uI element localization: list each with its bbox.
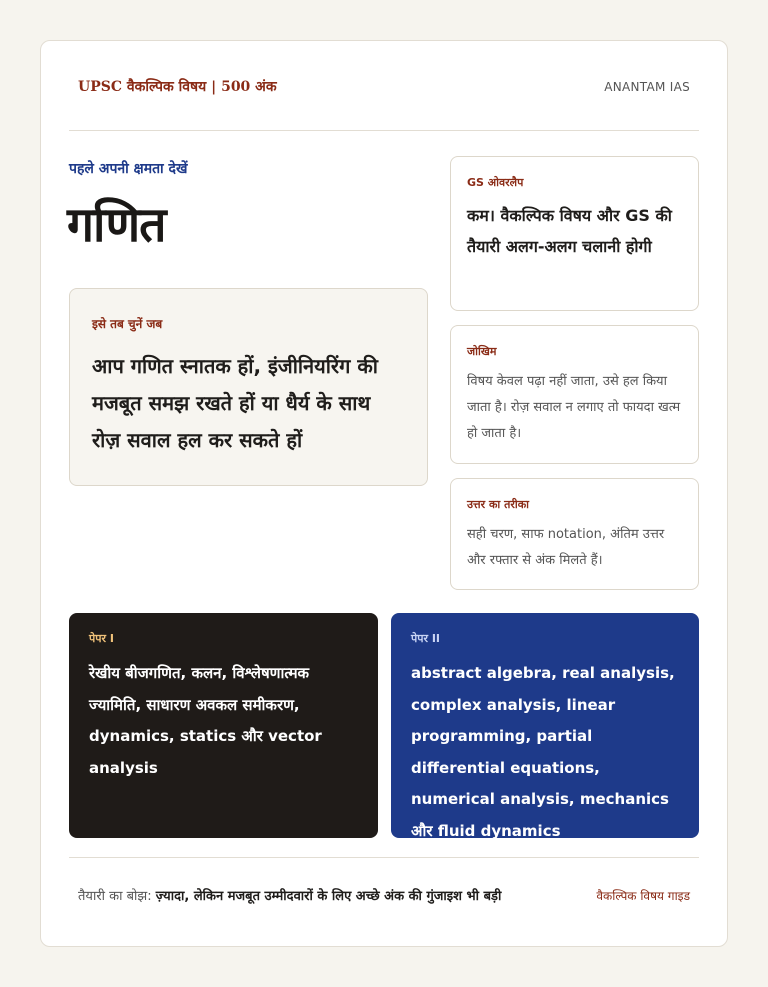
gs-overlap-box [450,156,699,311]
answer-method-box [450,478,699,590]
footer-divider [69,857,699,858]
prep-burden-prefix: तैयारी का बोझ: [78,889,156,904]
page-title: गणित [67,197,166,253]
guide-card [40,40,728,947]
paper-2-panel [391,613,699,838]
paper-1-panel [69,613,378,838]
paper-1-label: पेपर I [89,632,114,645]
risk-box [450,325,699,464]
header-subject-label: UPSC वैकल्पिक विषय | 500 अंक [78,79,277,95]
answer-method-text: सही चरण, साफ notation, अंतिम उत्तर और रफ्तार से अंक मिलते हैं। [467,527,665,568]
guide-label: वैकल्पिक विषय गाइड [596,888,690,903]
choose-when-box [69,288,428,486]
kicker: पहले अपनी क्षमता देखें [69,161,188,177]
answer-method-label: उत्तर का तरीका [467,498,529,511]
paper-2-label: पेपर II [411,632,441,645]
choose-when-text: आप गणित स्नातक हों, इंजीनियरिंग की मजबूत समझ रखते हों या धैर्य के साथ रोज़ सवाल हल कर सकते हों [92,354,378,452]
choose-when-label: इसे तब चुनें जब [92,317,163,331]
header-divider [69,130,699,131]
brand-name: ANANTAM IAS [604,79,690,94]
prep-burden-value: ज़्यादा, लेकिन मजबूत उम्मीदवारों के लिए अच्छे अंक की गुंजाइश भी बड़ी [155,889,502,904]
risk-text: विषय केवल पढ़ा नहीं जाता, उसे हल किया जाता है। रोज़ सवाल न लगाए तो फायदा खत्म हो जाता है। [467,374,681,441]
prep-burden [78,886,501,904]
risk-label: जोखिम [467,345,497,358]
gs-overlap-text: कम। वैकल्पिक विषय और GS की तैयारी अलग-अलग चलानी होगी [467,206,672,256]
gs-overlap-label: GS ओवरलैप [467,176,524,189]
paper-2-text: abstract algebra, real analysis, complex analysis, linear programming, partial differential equations, numerical analysis, mechanics और fluid dynamics [411,664,675,840]
paper-1-text: रेखीय बीजगणित, कलन, विश्लेषणात्मक ज्यामिति, साधारण अवकल समीकरण, dynamics, statics और vector analysis [89,664,322,777]
header [69,77,699,96]
footer [69,886,699,904]
